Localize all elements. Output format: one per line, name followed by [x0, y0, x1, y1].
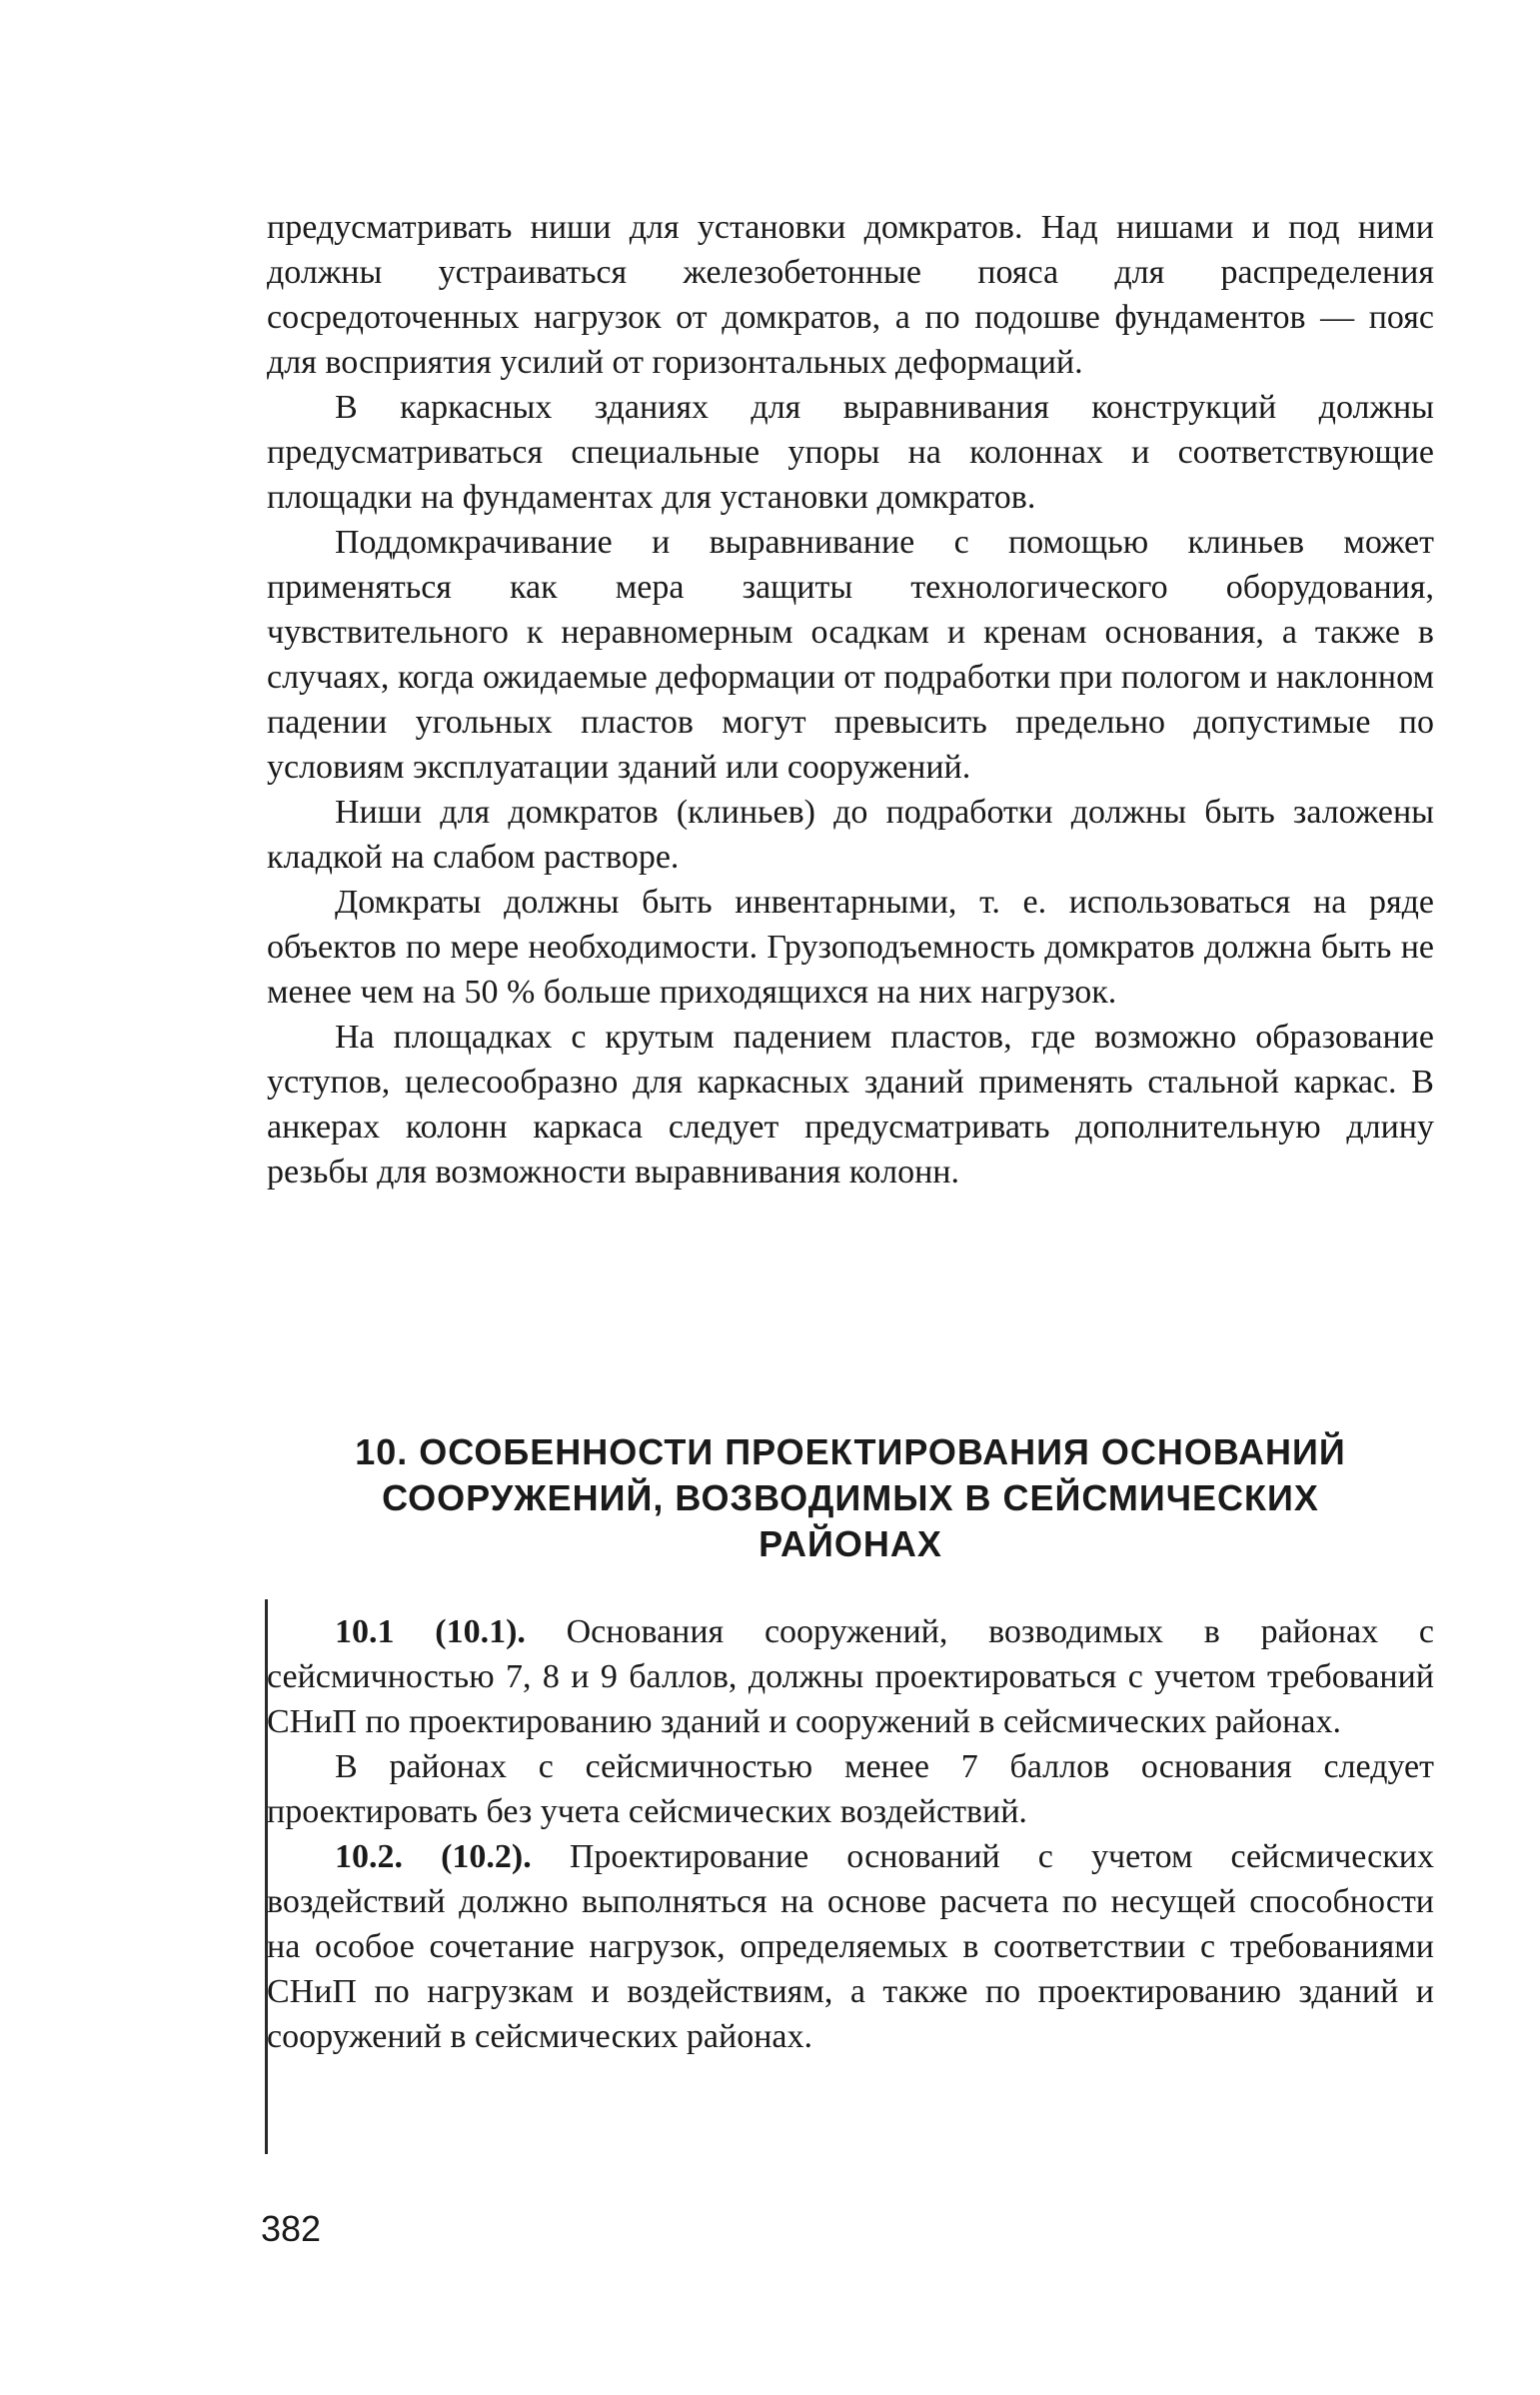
- paragraph-jacking-wedges: Поддомкрачивание и выравнивание с помощью клиньев может применяться как мера защиты технологического оборудования, чувствительного к неравномерным осадкам и кренам основания, а также в случаях, когда ожидаемые деформации от подработки при пологом и наклонном падении угольных пластов могут превысить предельно допустимые по условиям эксплуатации зданий или сооружений.: [267, 524, 1434, 786]
- paragraph-frame-buildings: В каркасных зданиях для выравнивания конструкций должны предусматриваться специальные упоры на колоннах и соответствующие площадки на фундаментах для установки домкратов.: [267, 389, 1434, 516]
- paragraph-continuation: предусматривать ниши для установки домкратов. Над нишами и под ними должны устраиваться железобетонные пояса для распределения сосредоточенных нагрузок от домкратов, а по подошве фундаментов — пояс для восприятия усилий от горизонтальных деформаций.: [267, 209, 1434, 381]
- page-number: 382: [261, 2208, 322, 2249]
- paragraph-low-seismicity: В районах с сейсмичностью менее 7 баллов основания следует проектировать без учета сейсмических воздействий.: [267, 1748, 1434, 1830]
- section-heading-line-1: 10. ОСОБЕННОСТИ ПРОЕКТИРОВАНИЯ ОСНОВАНИЙ: [355, 1431, 1346, 1472]
- paragraph-10-1: [267, 1609, 1434, 1744]
- section-heading-line-2: СООРУЖЕНИЙ, ВОЗВОДИМЫХ В СЕЙСМИЧЕСКИХ: [382, 1477, 1319, 1518]
- clause-number-10-1: 10.1 (10.1).: [335, 1613, 526, 1650]
- paragraph-niches: Ниши для домкратов (клиньев) до подработки должны быть заложены кладкой на слабом растворе.: [267, 794, 1434, 876]
- section-heading-line-3: РАЙОНАХ: [759, 1523, 942, 1564]
- paragraph-10-2: [267, 1834, 1434, 2059]
- top-text-block: [267, 205, 1434, 1195]
- paragraph-steel-frame: На площадках с крутым падением пластов, где возможно образование уступов, целесообразно для каркасных зданий применять стальной каркас. В анкерах колонн каркаса следует предусматривать дополнительную длину резьбы для возможности выравнивания колонн.: [267, 1019, 1434, 1191]
- section-heading: [267, 1429, 1434, 1567]
- clause-number-10-2: 10.2. (10.2).: [335, 1838, 532, 1875]
- clause-text-10-2: Проектирование оснований с учетом сейсмических воздействий должно выполняться на основе расчета по несущей способности на особое сочетание нагрузок, определяемых в соответствии с требованиями СНиП по нагрузкам и воздействиям, а также по проектированию зданий и сооружений в сейсмических районах.: [267, 1838, 1434, 2055]
- paragraph-jacks-inventory: Домкраты должны быть инвентарными, т. е. использоваться на ряде объектов по мере необходимости. Грузоподъемность домкратов должна быть не менее чем на 50 % больше приходящихся на них нагрузок.: [267, 884, 1434, 1011]
- section-text-block: [267, 1609, 1434, 2059]
- clause-text-10-1: Основания сооружений, возводимых в районах с сейсмичностью 7, 8 и 9 баллов, должны проектироваться с учетом требований СНиП по проектированию зданий и сооружений в сейсмических районах.: [267, 1613, 1434, 1740]
